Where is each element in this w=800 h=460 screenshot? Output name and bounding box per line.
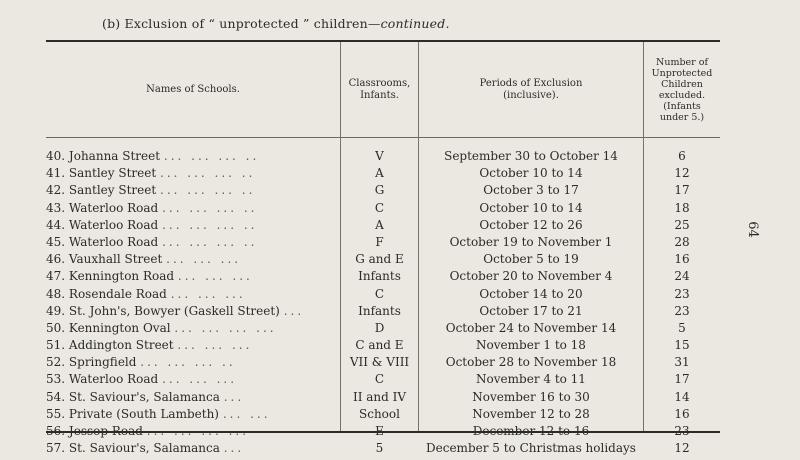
row-number: 51. (46, 338, 66, 353)
leader-dots: ... ... ... .. (163, 149, 260, 163)
leader-dots: ... ... ... (177, 269, 253, 284)
table-row (46, 234, 720, 251)
row-number: 47. (46, 269, 66, 284)
row-number: 56. (46, 424, 66, 438)
count-cell: 14 (674, 389, 690, 404)
table-row (46, 303, 720, 320)
school-name-text: Santley Street (68, 183, 157, 198)
period-cell: December 5 to Christmas holidays (426, 441, 636, 456)
school-name-text: Jessop Road (68, 424, 143, 438)
classroom-cell: G (374, 183, 385, 198)
period-cell: October 5 to 19 (483, 252, 579, 267)
table-row (46, 251, 720, 268)
period-cell: October 14 to 20 (479, 286, 583, 301)
row-number: 57. (46, 441, 66, 456)
table-row (46, 217, 720, 234)
school-name (46, 389, 340, 406)
period-cell: November 12 to 28 (472, 406, 590, 421)
period-cell: October 17 to 21 (479, 303, 583, 318)
school-name (46, 251, 340, 268)
row-number: 40. (46, 149, 66, 163)
classroom-cell: Infants (358, 303, 401, 318)
row-number: 45. (46, 234, 66, 249)
period-cell: November 1 to 18 (476, 338, 586, 353)
school-name (46, 423, 340, 440)
school-name (46, 286, 340, 303)
classroom-cell: II and IV (352, 389, 407, 404)
table-row (46, 423, 720, 440)
count-cell: 18 (674, 200, 690, 215)
leader-dots: ... ... ... ... (146, 424, 250, 438)
school-name-text: Addington Street (68, 338, 174, 353)
school-name-text: Rosendale Road (68, 286, 167, 301)
period-cell: November 16 to 30 (472, 389, 590, 404)
classroom-cell: C (374, 286, 385, 301)
classroom-cell: 5 (375, 441, 384, 456)
leader-dots: ... ... ... (166, 252, 242, 267)
school-name (46, 303, 340, 320)
leader-dots: ... ... ... .. (140, 355, 236, 370)
classroom-cell: A (375, 217, 384, 232)
count-cell: 23 (674, 286, 690, 301)
count-cell: 5 (678, 320, 686, 335)
heading-label: (b) Exclusion of “ unprotected ” children (102, 16, 368, 31)
classroom-cell: C (374, 372, 385, 387)
leader-dots: ... ... ... (177, 338, 253, 353)
school-name (46, 165, 340, 182)
row-number: 50. (46, 320, 66, 335)
classroom-cell: D (374, 320, 385, 335)
leader-dots: ... ... ... (170, 286, 246, 301)
school-name-text: Waterloo Road (68, 372, 159, 387)
period-cell: October 10 to 14 (479, 166, 583, 181)
leader-dots: ... ... ... (162, 372, 238, 387)
table-body (46, 148, 720, 457)
table-row (46, 286, 720, 303)
school-name-text: Waterloo Road (68, 217, 159, 232)
count-cell: 16 (674, 252, 690, 267)
count-cell: 25 (674, 217, 690, 232)
school-name-text: Kennington Oval (68, 320, 171, 335)
count-cell: 16 (674, 406, 690, 421)
classroom-cell: Infants (358, 269, 401, 284)
school-name-text: Waterloo Road (68, 200, 159, 215)
school-name-text: Private (South Lambeth) (68, 406, 219, 421)
table-row (46, 182, 720, 199)
school-name-text: Vauxhall Street (68, 252, 163, 267)
school-name-text: St. Saviour's, Salamanca (68, 389, 220, 404)
table-row (46, 200, 720, 217)
school-name (46, 440, 340, 457)
period-cell: October 24 to November 14 (445, 320, 617, 335)
column-header-periods: Periods of Exclusion (inclusive). (479, 77, 583, 101)
leader-dots: ... ... ... .. (162, 200, 258, 215)
table-row (46, 165, 720, 182)
count-cell: 28 (674, 234, 690, 249)
period-cell: October 3 to 17 (483, 183, 579, 198)
count-cell: 12 (674, 441, 690, 456)
row-number: 53. (46, 372, 66, 387)
leader-dots: ... (223, 441, 245, 456)
row-number: 49. (46, 303, 66, 318)
leader-dots: ... ... ... .. (162, 234, 258, 249)
count-cell: 23 (674, 303, 690, 318)
classroom-cell: F (375, 234, 384, 249)
page-number: 64 (744, 221, 760, 238)
leader-dots: ... ... ... ... (174, 320, 277, 335)
school-name (46, 234, 340, 251)
classroom-cell: C and E (355, 338, 404, 353)
period-cell: October 12 to 26 (479, 217, 583, 232)
table-row (46, 320, 720, 337)
header-rule (46, 137, 720, 138)
school-name (46, 182, 340, 199)
period-cell: October 10 to 14 (479, 200, 583, 215)
classroom-cell: VII & VIII (349, 355, 410, 370)
heading-continued: —continued. (367, 16, 450, 31)
school-name-text: St. Saviour's, Salamanca (68, 441, 220, 456)
column-header-names: Names of Schools. (146, 83, 240, 95)
leader-dots: ... (283, 303, 305, 318)
school-name-text: Santley Street (68, 166, 157, 181)
school-name (46, 320, 340, 337)
school-name (46, 406, 340, 423)
school-name (46, 337, 340, 354)
classroom-cell: A (375, 166, 384, 181)
leader-dots: ... ... ... .. (160, 166, 256, 181)
table-row (46, 354, 720, 371)
count-cell: 24 (674, 269, 690, 284)
school-name-text: Waterloo Road (68, 234, 159, 249)
school-name (46, 217, 340, 234)
table-row (46, 337, 720, 354)
count-cell: 6 (678, 149, 686, 163)
leader-dots: ... (223, 389, 245, 404)
period-cell: September 30 to October 14 (444, 149, 618, 163)
school-name-text: Springfield (68, 355, 137, 370)
table-row (46, 406, 720, 423)
period-cell: October 19 to November 1 (449, 234, 613, 249)
classroom-cell: School (359, 406, 400, 421)
period-cell: November 4 to 11 (476, 372, 586, 387)
classroom-cell: E (375, 424, 384, 438)
school-name-text: Kennington Road (68, 269, 175, 284)
school-name (46, 354, 340, 371)
row-number: 55. (46, 406, 66, 421)
classroom-cell: C (374, 200, 385, 215)
count-cell: 17 (674, 372, 690, 387)
count-cell: 17 (674, 183, 690, 198)
table-row (46, 268, 720, 285)
period-cell: October 20 to November 4 (449, 269, 613, 284)
count-cell: 23 (674, 424, 690, 438)
leader-dots: ... ... ... .. (162, 217, 258, 232)
leader-dots: ... ... (222, 406, 271, 421)
count-cell: 31 (674, 355, 690, 370)
row-number: 43. (46, 200, 66, 215)
table-row (46, 371, 720, 388)
column-header-classrooms: Classrooms, Infants. (348, 77, 411, 101)
row-number: 48. (46, 286, 66, 301)
row-number: 42. (46, 183, 66, 198)
classroom-cell: V (375, 149, 384, 163)
school-name-text: Johanna Street (68, 149, 161, 163)
classroom-cell: G and E (355, 252, 404, 267)
column-header-number: Number of Unprotected Children excluded. (Infants under 5.) (651, 57, 713, 123)
leader-dots: ... ... ... .. (160, 183, 256, 198)
school-name (46, 268, 340, 285)
count-cell: 12 (674, 166, 690, 181)
row-number: 44. (46, 217, 66, 232)
row-number: 52. (46, 355, 66, 370)
period-cell: October 28 to November 18 (445, 355, 617, 370)
school-name (46, 200, 340, 217)
school-name (46, 148, 340, 165)
school-name-text: St. John's, Bowyer (Gaskell Street) (68, 303, 280, 318)
period-cell: December 12 to 16 (472, 424, 590, 438)
row-number: 54. (46, 389, 66, 404)
table-row (46, 440, 720, 457)
table-row (46, 148, 720, 165)
row-number: 41. (46, 166, 66, 181)
table-row (46, 389, 720, 406)
school-name (46, 371, 340, 388)
count-cell: 15 (674, 338, 690, 353)
row-number: 46. (46, 252, 66, 267)
table-heading (102, 16, 450, 31)
